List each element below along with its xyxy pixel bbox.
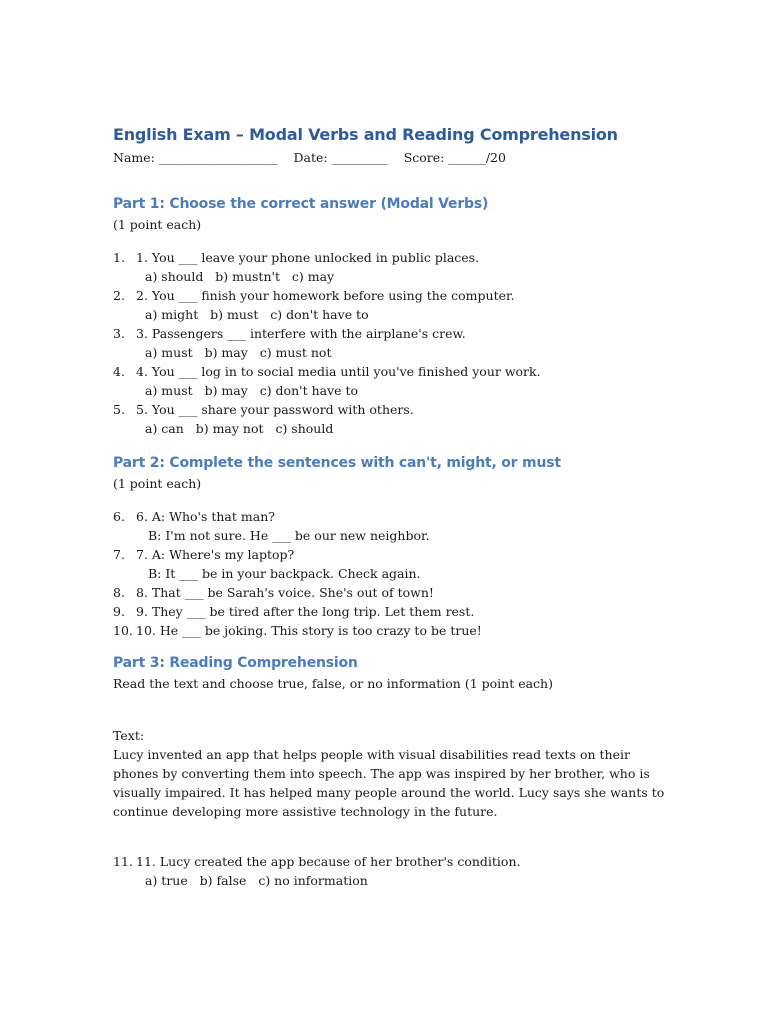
question-number: 7. [113,547,125,562]
question-number: 5. [113,402,125,417]
reading-passage: Lucy invented an app that helps people with visual disabilities read texts on their phones by converting them into speech. The app was inspired by her brother, who is visually impaired. It has helped many people around the world. Lucy says she wants to continue developing more assistive technology in the future. [113,747,665,819]
question-dialogue-line: B: It ___ be in your backpack. Check again. [148,566,421,581]
question-text: 11. Lucy created the app because of her brother's condition. [136,854,521,869]
question-item [113,583,673,602]
exam-title: English Exam – Modal Verbs and Reading Comprehension [113,125,618,144]
reading-text-label: Text: [113,728,145,743]
question-text: 6. A: Who's that man? [136,509,275,524]
question-text: 8. That ___ be Sarah's voice. She's out of town! [136,585,434,600]
question-item [113,507,673,545]
question-item [113,602,673,621]
part3-question-list [113,852,673,890]
question-options: a) can b) may not c) should [145,421,334,436]
question-options: a) might b) must c) don't have to [145,307,369,322]
question-text: 7. A: Where's my laptop? [136,547,295,562]
question-options: a) true b) false c) no information [145,873,368,888]
question-text: 1. You ___ leave your phone unlocked in public places. [136,250,480,265]
question-number: 2. [113,288,125,303]
question-text: 10. He ___ be joking. This story is too crazy to be true! [136,623,482,638]
question-text: 9. They ___ be tired after the long trip. Let them rest. [136,604,475,619]
part1-question-list [113,248,673,438]
question-number: 8. [113,585,125,600]
question-item [113,400,673,438]
question-number: 6. [113,509,125,524]
question-item [113,545,673,583]
question-text: 2. You ___ finish your homework before using the computer. [136,288,515,303]
exam-page [113,124,673,890]
question-number: 3. [113,326,125,341]
part2-points-note: (1 point each) [113,476,202,491]
question-item [113,362,673,400]
question-dialogue-line: B: I'm not sure. He ___ be our new neighbor. [148,528,430,543]
question-options: a) must b) may c) must not [145,345,332,360]
question-number: 9. [113,604,125,619]
question-options: a) must b) may c) don't have to [145,383,359,398]
part2-question-list [113,507,673,640]
part1-points-note: (1 point each) [113,217,202,232]
question-number: 10. [113,623,133,638]
question-number: 1. [113,250,125,265]
student-info-line: Name: ___________________ Date: _________ Score: ______/20 [113,150,506,165]
question-options: a) should b) mustn't c) may [145,269,335,284]
question-text: 3. Passengers ___ interfere with the airplane's crew. [136,326,466,341]
question-item [113,852,673,890]
question-text: 4. You ___ log in to social media until you've finished your work. [136,364,541,379]
question-item [113,621,673,640]
part3-heading: Part 3: Reading Comprehension [113,655,358,671]
question-item [113,248,673,286]
part1-heading: Part 1: Choose the correct answer (Modal Verbs) [113,196,489,212]
question-number: 11. [113,854,133,869]
question-text: 5. You ___ share your password with others. [136,402,414,417]
question-item [113,324,673,362]
question-item [113,286,673,324]
part2-heading: Part 2: Complete the sentences with can't, might, or must [113,455,561,471]
question-number: 4. [113,364,125,379]
part3-instructions: Read the text and choose true, false, or no information (1 point each) [113,676,553,691]
